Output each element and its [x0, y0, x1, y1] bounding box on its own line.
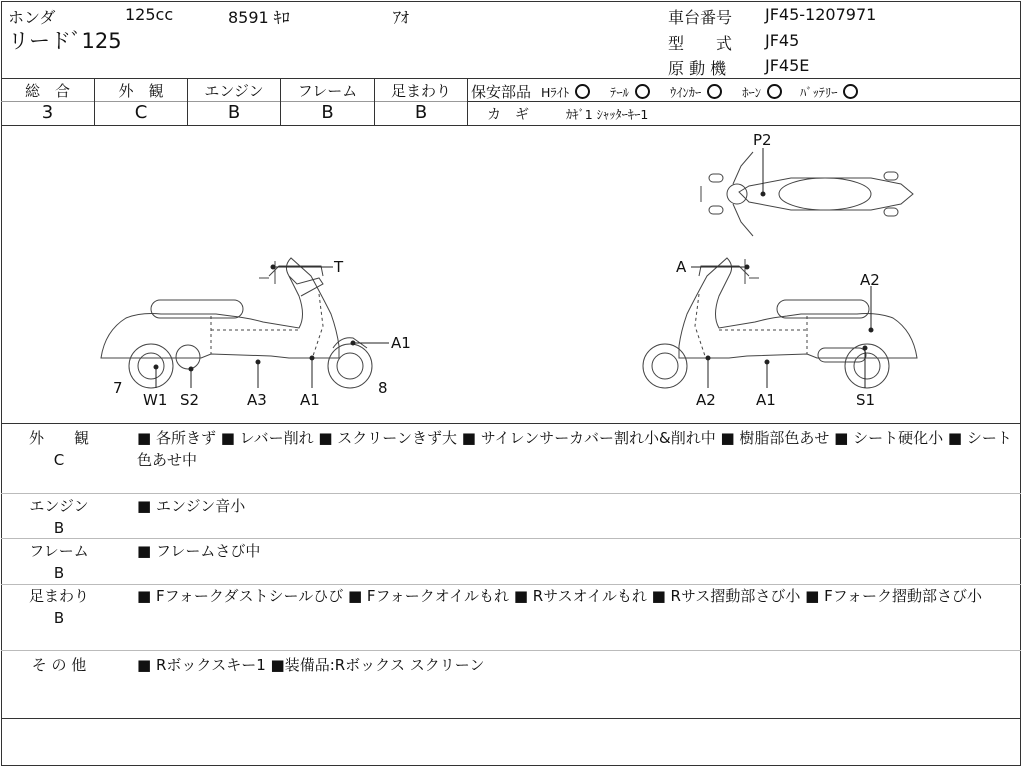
scooter-left-side-view [101, 258, 372, 388]
note-grade: B [53, 609, 65, 627]
notes-line-4 [1, 650, 1021, 651]
note-label [0, 585, 118, 629]
color: ｱｵ [393, 8, 410, 27]
note-label [0, 654, 118, 676]
label-S1: S1 [856, 391, 876, 409]
grade-label-exterior: 外 観 [118, 82, 164, 100]
safety-item-label: ﾊﾞｯﾃﾘｰ [799, 84, 838, 100]
label-A: A [676, 258, 687, 276]
label-A1-bottom: A1 [300, 391, 320, 409]
note-label-text: 外 観 [28, 429, 89, 447]
notes-bottom-line [1, 718, 1021, 719]
grade-value-frame: B [321, 102, 334, 123]
key-label: カ ギ [487, 107, 529, 123]
note-label-text: そ の 他 [31, 656, 87, 674]
label-T: T [334, 258, 344, 276]
label-7: 7 [113, 379, 123, 397]
safety-label: 保安部品 [471, 83, 532, 101]
ok-circle-icon [707, 84, 722, 99]
label-A1-right: A1 [391, 334, 411, 352]
displacement: 125cc [125, 5, 174, 24]
grade-value-engine: B [227, 102, 241, 123]
ok-circle-icon [843, 84, 858, 99]
key-value: ｶｷﾞ1 ｼｬｯﾀｰｷｰ1 [566, 107, 649, 122]
note-text: ■ フレームさび中 [137, 542, 261, 560]
note-grade: B [53, 519, 65, 537]
note-label-text: 足まわり [28, 587, 89, 605]
note-label-text: フレーム [29, 542, 89, 560]
grade-label-suspension: 足まわり [390, 82, 451, 100]
label-W1: W1 [143, 391, 168, 409]
notes-top-line [1, 423, 1021, 424]
label-A1: A1 [756, 391, 776, 409]
note-text: ■ エンジン音小 [137, 497, 246, 515]
safety-item-label: ｳｲﾝｶｰ [669, 84, 702, 100]
model-name: リードﾞ125 [8, 29, 122, 53]
safety-item-battery [800, 83, 859, 101]
note-label [0, 495, 118, 539]
label-P2: P2 [753, 131, 772, 149]
safety-item-label: Hﾗｲﾄ [541, 84, 570, 100]
label-A2-bottom: A2 [696, 391, 716, 409]
ok-circle-icon [575, 84, 590, 99]
type-value: JF45 [765, 31, 800, 50]
safety-item-label: ﾎｰﾝ [742, 84, 761, 100]
grade-label-overall: 総 合 [24, 82, 70, 100]
note-grade: C [53, 451, 65, 469]
safety-item-tail [610, 83, 650, 101]
frame-no-label: 車台番号 [668, 8, 733, 27]
ok-circle-icon [635, 84, 650, 99]
note-text: ■ 各所きず ■ レバー削れ ■ スクリーンきず大 ■ サイレンサーカバー割れ小&削れ中 ■ 樹脂部色あせ ■ シート硬化小 ■ シート色あせ中 [137, 429, 1012, 469]
frame-no: JF45-1207971 [765, 5, 877, 24]
notes-line-1 [1, 493, 1021, 494]
label-8: 8 [378, 379, 388, 397]
note-grade: B [53, 564, 65, 582]
damage-diagram [1, 126, 1020, 423]
maker: ホンダ [8, 8, 56, 27]
label-A3: A3 [247, 391, 267, 409]
engine-label: 原 動 機 [668, 59, 727, 78]
grade-value-exterior: C [134, 102, 148, 123]
grade-top-line [1, 78, 1021, 79]
grade-value-overall: 3 [41, 102, 54, 123]
safety-parts-row [471, 81, 872, 102]
safety-item-headlight [541, 83, 590, 101]
grade-divider-5 [467, 78, 468, 125]
note-text: ■ Fフォークダストシールひび ■ Fフォークオイルもれ ■ Rサスオイルもれ ■ Rサス摺動部さび小 ■ Fフォーク摺動部さび小 [137, 587, 982, 605]
note-text: ■ Rボックスキー1 ■装備品:Rボックス スクリーン [137, 656, 485, 674]
grade-label-frame: フレーム [297, 82, 358, 100]
note-label-text: エンジン [29, 497, 89, 515]
safety-item-label: ﾃｰﾙ [610, 84, 629, 100]
label-A2-top: A2 [860, 271, 880, 289]
note-label [0, 540, 118, 584]
safety-item-winker [670, 83, 722, 101]
scooter-top-view [701, 152, 913, 236]
note-label [0, 427, 118, 471]
ok-circle-icon [767, 84, 782, 99]
mileage: 8591 ｷﾛ [228, 8, 290, 27]
type-label: 型 式 [668, 34, 733, 53]
engine-value: JF45E [765, 56, 810, 75]
notes-line-2 [1, 538, 1021, 539]
label-S2: S2 [180, 391, 200, 409]
safety-item-horn [742, 83, 782, 101]
grade-label-engine: エンジン [204, 82, 264, 100]
grade-value-suspension: B [414, 102, 428, 123]
